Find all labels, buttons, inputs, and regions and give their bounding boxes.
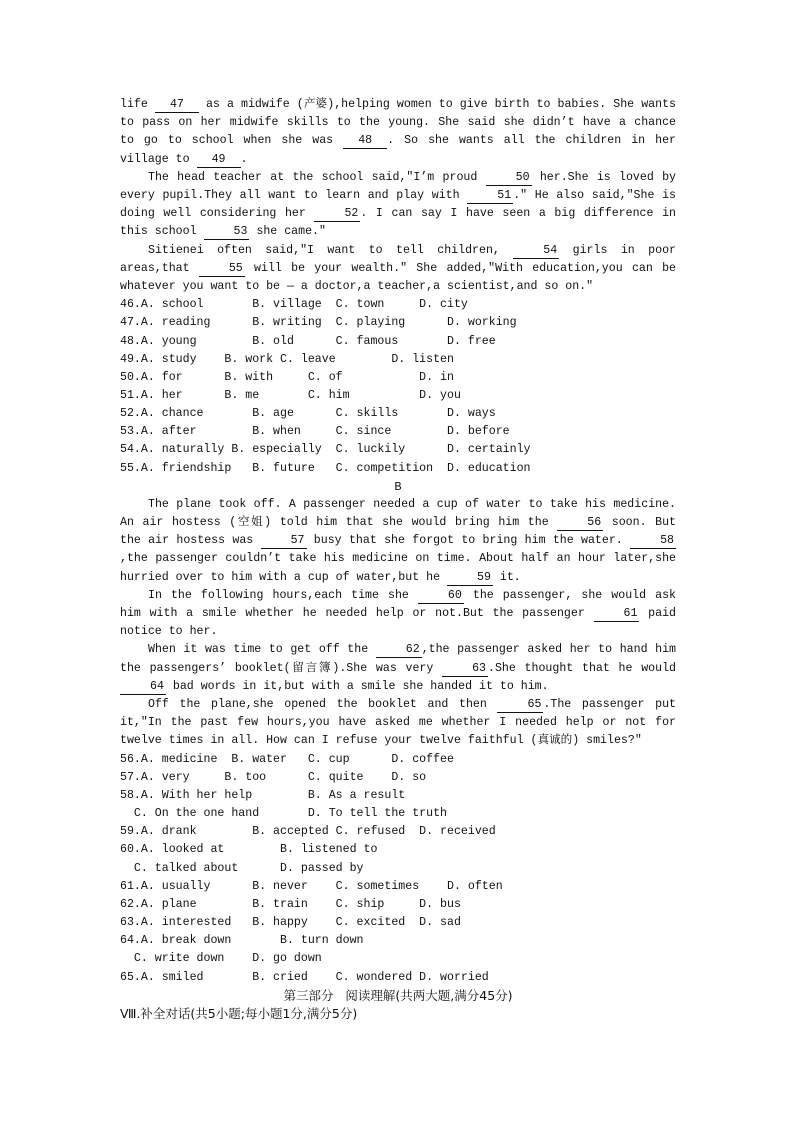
option-line: 55.A. friendship B. future C. competition D. education [120, 461, 531, 475]
option-line: 48.A. young B. old C. famous D. free [120, 334, 496, 348]
passage-b-paragraph-2: In the following hours,each time she 60 the passenger, she would ask him with a smile whether he needed help or not.But the passenger 61 paid notice to her. [120, 588, 676, 639]
passage-b-paragraph-4: Off the plane,she opened the booklet and then 65 .The passenger put it,"In the past few hours,you have asked me whether I needed help or not for twelve times in all. How can I refuse your twelve faithful (真诚的) smiles?" [120, 698, 676, 748]
blank-50: 50 [486, 171, 532, 186]
blank-56: 56 [557, 516, 603, 531]
part-3-heading: 第三部分 阅读理解(共两大题,满分45分) [283, 987, 513, 1003]
exam-page [120, 96, 676, 1023]
blank-52: 52 [314, 207, 360, 222]
blank-59: 59 [447, 571, 493, 586]
blank-54: 54 [513, 244, 559, 259]
option-line: 50.A. for B. with C. of D. in [120, 370, 454, 384]
blank-57: 57 [261, 534, 307, 549]
blank-55: 55 [199, 262, 245, 277]
option-line: 46.A. school B. village C. town D. city [120, 298, 468, 312]
options-a-list [120, 296, 676, 478]
option-line: 54.A. naturally B. especially C. luckily D. certainly [120, 443, 531, 457]
blank-58: 58 [630, 534, 676, 549]
option-line: 65.A. smiled B. cried C. wondered D. worried [120, 970, 489, 984]
option-line: 59.A. drank B. accepted C. refused D. received [120, 825, 496, 839]
passage-a-paragraph-3: Sitienei often said,"I want to tell children, 54 girls in poor areas,that 55 will be your wealth." She added,"With education,you can be whatever you want to be — a doctor,a teacher,a scientist,and so on." [120, 243, 676, 294]
option-line: C. write down D. go down [120, 952, 322, 966]
option-line: 58.A. With her help B. As a result [120, 788, 406, 802]
section-b-label: B [394, 479, 402, 494]
option-line: 62.A. plane B. train C. ship D. bus [120, 897, 461, 911]
passage-b-paragraph-1: The plane took off. A passenger needed a cup of water to take his medicine. An air hostess (空姐) told him that she would bring him the 56 soon. But the air hostess was 57 busy that she forgot to bring him the water. 58,the passenger couldn’t take his medicine on time. About half an hour later,she hurried over to him with a cup of water,but he 59 it. [120, 497, 676, 584]
passage-a-paragraph-2: The head teacher at the school said,"I’m proud 50 her.She is loved by every pupil.They all want to learn and play with 51 ." He also said,"She is doing well considering her 52 . I can say I have seen a big difference in this school 53 she came." [120, 170, 677, 239]
blank-51: 51 [467, 189, 513, 204]
blank-60: 60 [418, 589, 464, 604]
option-line: 63.A. interested B. happy C. excited D. sad [120, 916, 461, 930]
blank-65: 65 [497, 698, 543, 713]
option-line: 53.A. after B. when C. since D. before [120, 425, 510, 439]
option-line: C. On the one hand D. To tell the truth [120, 807, 447, 821]
blank-49: 49 [197, 153, 241, 168]
option-line: 60.A. looked at B. listened to [120, 843, 378, 857]
option-line: C. talked about D. passed by [120, 861, 364, 875]
option-line: 64.A. break down B. turn down [120, 934, 364, 948]
options-b-list [120, 751, 676, 987]
option-line: 47.A. reading B. writing C. playing D. working [120, 316, 517, 330]
option-line: 52.A. chance B. age C. skills D. ways [120, 407, 496, 421]
option-line: 61.A. usually B. never C. sometimes D. often [120, 879, 503, 893]
option-line: 51.A. her B. me C. him D. you [120, 389, 461, 403]
section-8-heading: Ⅷ.补全对话(共5小题;每小题1分,满分5分) [120, 1005, 358, 1021]
blank-63: 63 [442, 662, 488, 677]
blank-47: 47 [155, 98, 199, 113]
blank-48: 48 [343, 134, 387, 149]
passage-a-paragraph-1: life 47 as a midwife (产婆),helping women to give birth to babies. She wants to pass on her midwife skills to the young. She said she didn’t have a chance to go to school when she was 48 . So she wants all the children in her village to 49 . [120, 98, 677, 166]
option-line: 49.A. study B. work C. leave D. listen [120, 352, 454, 366]
blank-61: 61 [594, 607, 640, 622]
blank-62: 62 [376, 643, 422, 658]
blank-53: 53 [204, 225, 250, 240]
passage-b-paragraph-3: When it was time to get off the 62 ,the passenger asked her to hand him the passengers’ booklet(留言簿).She was very 63 .She thought that he would 64 bad words in it,but with a smile she handed it to him. [120, 643, 676, 693]
option-line: 56.A. medicine B. water C. cup D. coffee [120, 752, 454, 766]
option-line: 57.A. very B. too C. quite D. so [120, 770, 427, 784]
blank-64: 64 [120, 680, 166, 695]
